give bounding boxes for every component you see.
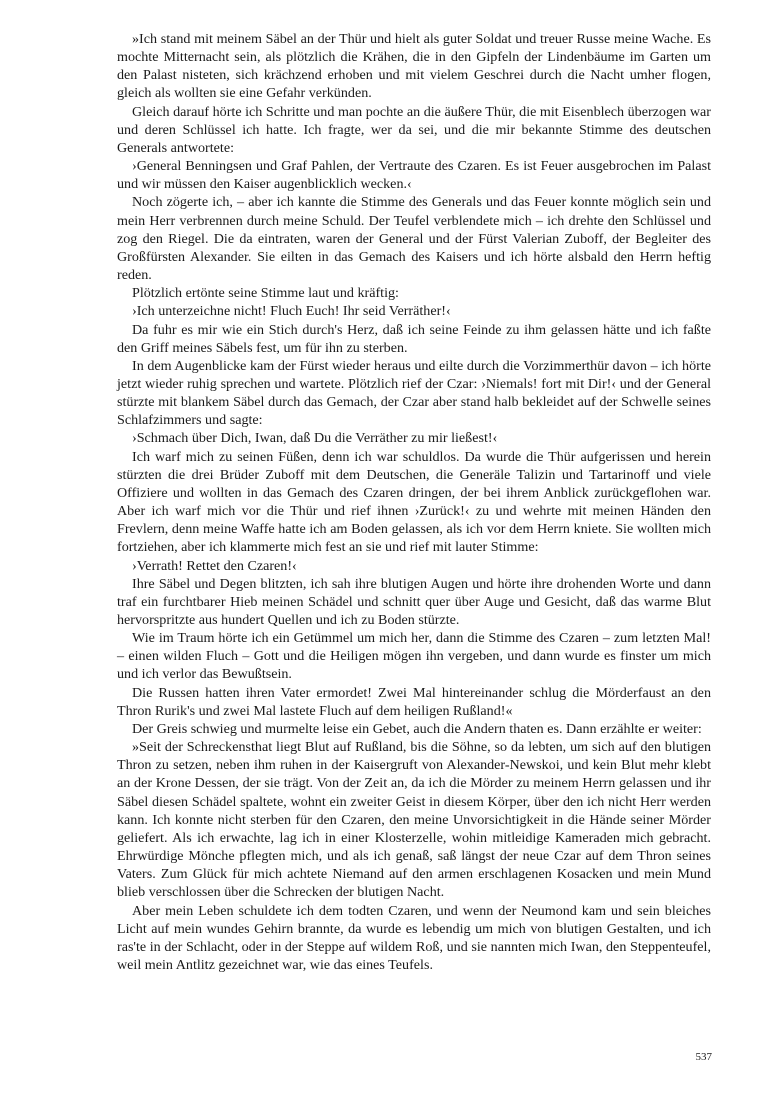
paragraph: ›Schmach über Dich, Iwan, daß Du die Verräther zu mir ließest!‹ bbox=[132, 430, 498, 447]
paragraph: Gleich darauf hörte ich Schritte und man pochte an die äußere Thür, die mit Eisenblech überzogen war und deren Schlüssel ich hatte. Ich fragte, wer da sei, und die mir bekannte Stimme des deutschen Generals antwortete: bbox=[117, 103, 711, 156]
paragraph: In dem Augenblicke kam der Fürst wieder heraus und eilte durch die Vorzimmerthür davon – ich hörte jetzt wieder ruhig sprechen und wartete. Plötzlich rief der Czar: ›Niemals! fort mit Dir!‹ und der General stürzte mit blankem Säbel durch das Gemach, der Czar aber stand halb bekleidet auf der Schwelle seines Schlafzimmers und sagte: bbox=[117, 357, 711, 429]
paragraph: »Seit der Schreckensthat liegt Blut auf Rußland, bis die Söhne, so da lebten, um sich auf den blutigen Thron zu setzen, neben ihm ruhen in der Kaisergruft von Alexander-Newskoi, und kein Blut mehr klebt an der Krone Dessen, der sie trägt. Von der Zeit an, da ich die Mörder zu meinem Herrn gelassen und ihr Säbel diesen Schädel spaltete, wohnt ein zweiter Geist in diesem Körper, über den ich nicht Herr werden kann. Ich konnte nicht sterben für den Czaren, den meine Unvorsichtigkeit in die Hände seiner Mörder geliefert. Als ich erwachte, lag ich in einer Klosterzelle, wohin mitleidige Kameraden mich gebracht. Ehrwürdige Mönche pflegten mich, und als ich genaß, saß längst der neue Czar auf dem Thron seines Vaters. Zum Glück für mich achtete Niemand auf den armen erschlagenen Kosacken und mein Mund blieb verschlossen über die Schrecken der blutigen Nacht. bbox=[117, 739, 711, 901]
paragraph: Plötzlich ertönte seine Stimme laut und kräftig: bbox=[132, 285, 399, 302]
paragraph: Aber mein Leben schuldete ich dem todten Czaren, und wenn der Neumond kam und sein bleiches Licht auf mein wundes Gehirn brannte, da wurde es lebendig um mich von blutigen Gestalten, und ich ras'te in der Schlacht, oder in der Steppe auf wildem Roß, und sie nannten mich Iwan, den Steppenteufel, weil mein Antlitz gezeichnet war, wie das eines Teufels. bbox=[117, 902, 711, 973]
paragraph: Da fuhr es mir wie ein Stich durch's Herz, daß ich seine Feinde zu ihm gelassen hätte und ich faßte den Griff meines Säbels fest, um für ihn zu sterben. bbox=[117, 321, 711, 356]
paragraph: ›Verrath! Rettet den Czaren!‹ bbox=[132, 557, 297, 574]
paragraph: Ihre Säbel und Degen blitzten, ich sah ihre blutigen Augen und hörte ihre drohenden Worte und dann traf ein furchtbarer Hieb meinen Schädel und schnitt quer über Auge und Gesicht, daß das warme Blut hervorspritzte aus hundert Quellen und ich zu Boden stürzte. bbox=[117, 575, 711, 628]
body-text bbox=[117, 30, 711, 974]
paragraph: Der Greis schwieg und murmelte leise ein Gebet, auch die Andern thaten es. Dann erzählte er weiter: bbox=[132, 720, 702, 737]
paragraph: »Ich stand mit meinem Säbel an der Thür und hielt als guter Soldat und treuer Russe meine Wache. Es mochte Mitternacht sein, als plötzlich die Krähen, die in den Gipfeln der Lindenbäume im Garten um den Palast nisteten, sich krächzend erhoben und mit vielem Geschrei durch die Nacht umher flogen, gleich als wollten sie eine Gefahr verkünden. bbox=[117, 31, 711, 102]
paragraph: Noch zögerte ich, – aber ich kannte die Stimme des Generals und das Feuer konnte möglich sein und mein Herr verbrennen durch meine Schuld. Der Teufel verblendete mich – ich drehte den Schlüssel und zog den Riegel. Die da eintraten, waren der General und der Fürst Valerian Zuboff, der Begleiter des Großfürsten Alexander. Sie eilten in das Gemach des Kaisers und ich hörte alsbald den Herrn heftig reden. bbox=[117, 194, 711, 284]
paragraph: Ich warf mich zu seinen Füßen, denn ich war schuldlos. Da wurde die Thür aufgerissen und herein stürzten die drei Brüder Zuboff mit dem Deutschen, die Generäle Talizin und Tartarinoff und viele Offiziere und wollten in das Gemach des Czaren dringen, der bei ihrem Anblick zurückgeflohen war. Aber ich warf mich vor die Thür und rief ihnen ›Zurück!‹ zu und wehrte mit meinen Händen den Frevlern, denn meine Waffe hatte ich am Boden gelassen, als ich vor dem Herrn kniete. Sie wollten mich fortziehen, aber ich klammerte mich fest an sie und rief mit lauter Stimme: bbox=[117, 448, 711, 556]
paragraph: Die Russen hatten ihren Vater ermordet! Zwei Mal hintereinander schlug die Mörderfaust an den Thron Rurik's und zwei Mal lastete Fluch auf dem heiligen Rußland!« bbox=[117, 684, 711, 719]
page-number: 537 bbox=[695, 1051, 712, 1063]
paragraph: Wie im Traum hörte ich ein Getümmel um mich her, dann die Stimme des Czaren – zum letzten Mal! – einen wilden Fluch – Gott und die Heiligen mögen ihn vergeben, und dann wurde es finster um mich und ich verlor das Bewußtsein. bbox=[117, 630, 711, 683]
paragraph: ›General Benningsen und Graf Pahlen, der Vertraute des Czaren. Es ist Feuer ausgebrochen im Palast und wir müssen den Kaiser augenblicklich wecken.‹ bbox=[117, 158, 711, 193]
paragraph: ›Ich unterzeichne nicht! Fluch Euch! Ihr seid Verräther!‹ bbox=[132, 303, 451, 320]
